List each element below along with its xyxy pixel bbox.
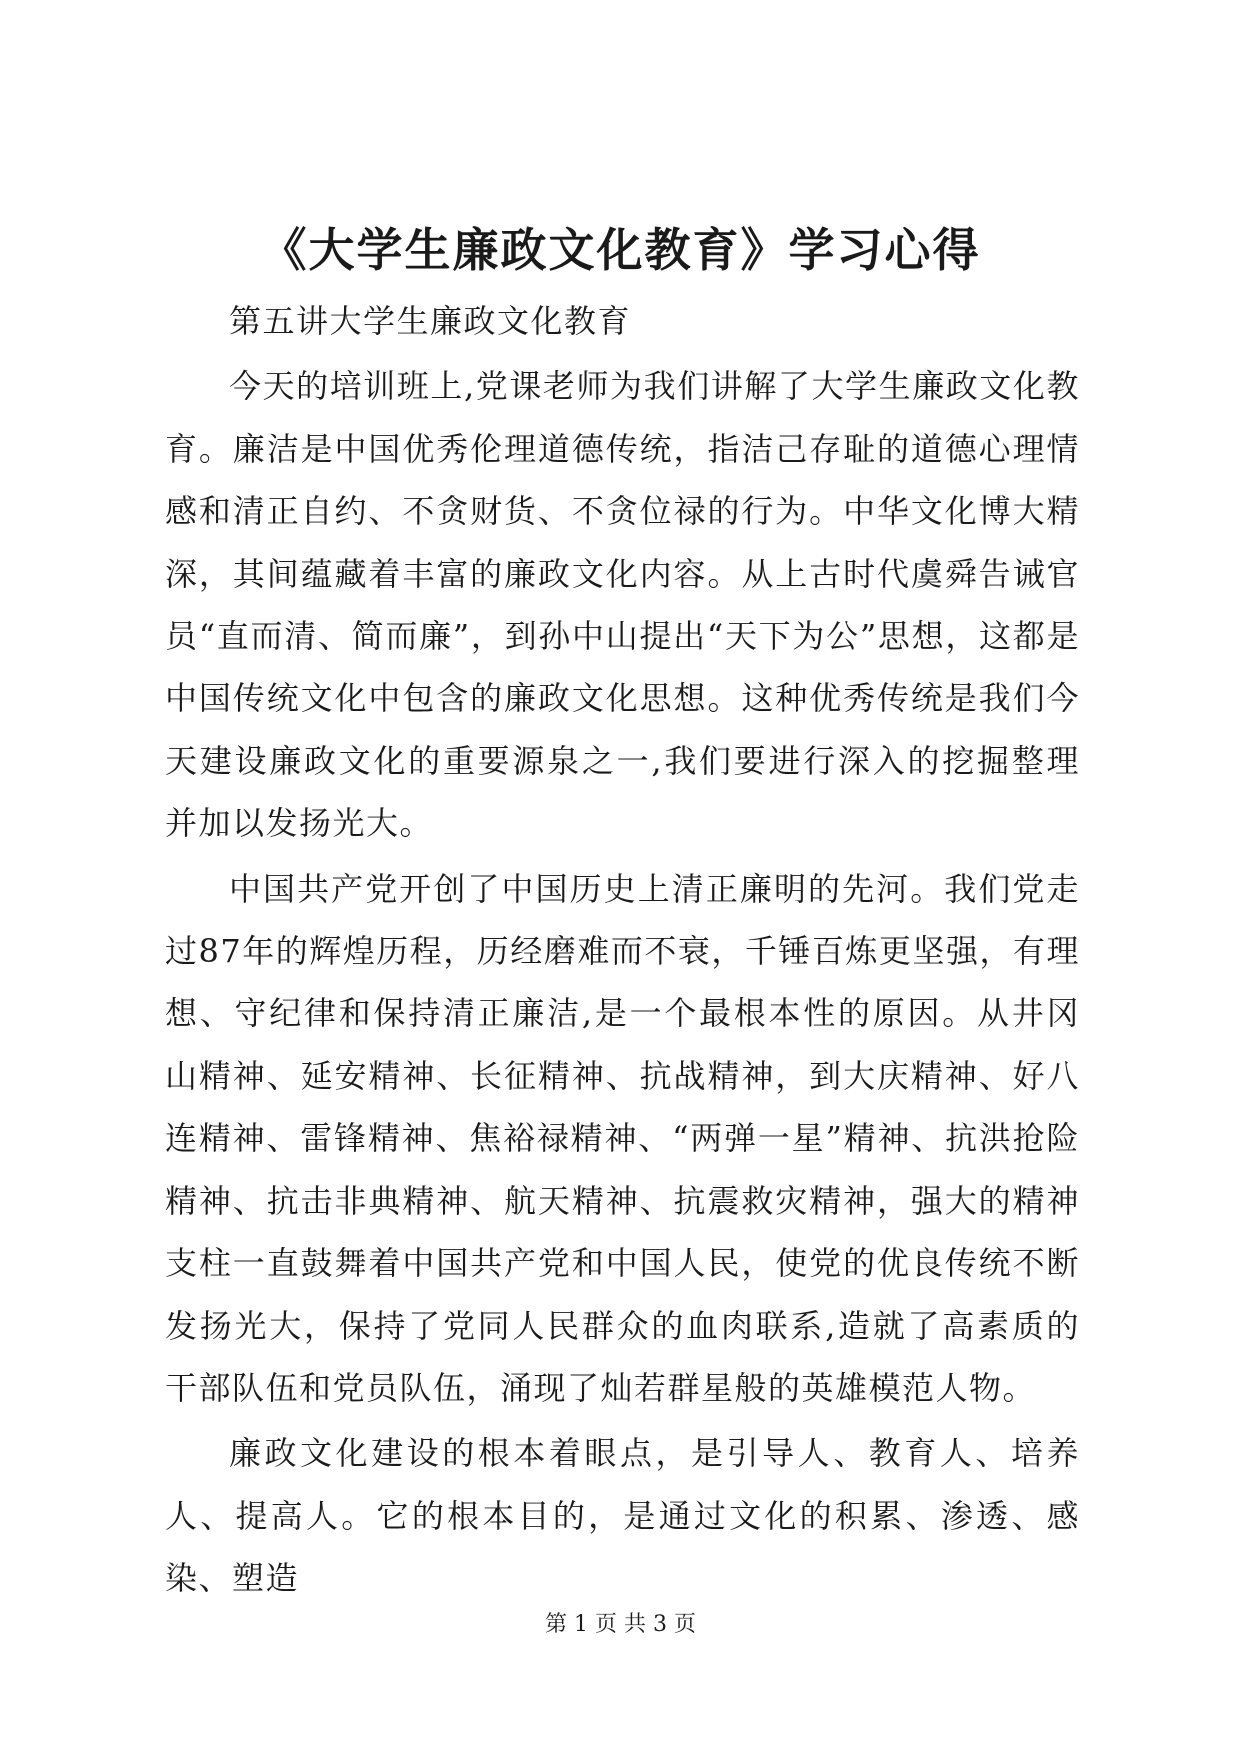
paragraph-3: 廉政文化建设的根本着眼点，是引导人、教育人、培养人、提高人。它的根本目的，是通过文化的积累、渗透、感染、塑造 <box>165 1434 1080 1598</box>
document-body <box>165 290 1080 1613</box>
page-number-footer: 第 1 页 共 3 页 <box>545 1612 696 1637</box>
paragraph-2: 中国共产党开创了中国历史上清正廉明的先河。我们党走过87年的辉煌历程，历经磨难而不衰，千锤百炼更坚强，有理想、守纪律和保持清正廉洁,是一个最根本性的原因。从井冈山精神、延安精神、长征精神、抗战精神，到大庆精神、好八连精神、雷锋精神、焦裕禄精神、“两弹一星”精神、抗洪抢险精神、抗击非典精神、航天精神、抗震救灾精神，强大的精神支柱一直鼓舞着中国共产党和中国人民，使党的优良传统不断发扬光大，保持了党同人民群众的血肉联系,造就了高素质的干部队伍和党员队伍，涌现了灿若群星般的英雄模范人物。 <box>165 869 1080 1407</box>
paragraph-subtitle: 第五讲大学生廉政文化教育 <box>229 302 632 340</box>
paragraph-1: 今天的培训班上,党课老师为我们讲解了大学生廉政文化教育。廉洁是中国优秀伦理道德传统，指洁己存耻的道德心理情感和清正自约、不贪财货、不贪位禄的行为。中华文化博大精深，其间蕴藏着丰富的廉政文化内容。从上古时代虞舜告诫官员“直而清、简而廉”，到孙中山提出“天下为公”思想，这都是中国传统文化中包含的廉政文化思想。这种优秀传统是我们今天建设廉政文化的重要源泉之一,我们要进行深入的挖掘整理并加以发扬光大。 <box>165 367 1080 843</box>
document-title: 《大学生廉政文化教育》学习心得 <box>260 223 981 277</box>
